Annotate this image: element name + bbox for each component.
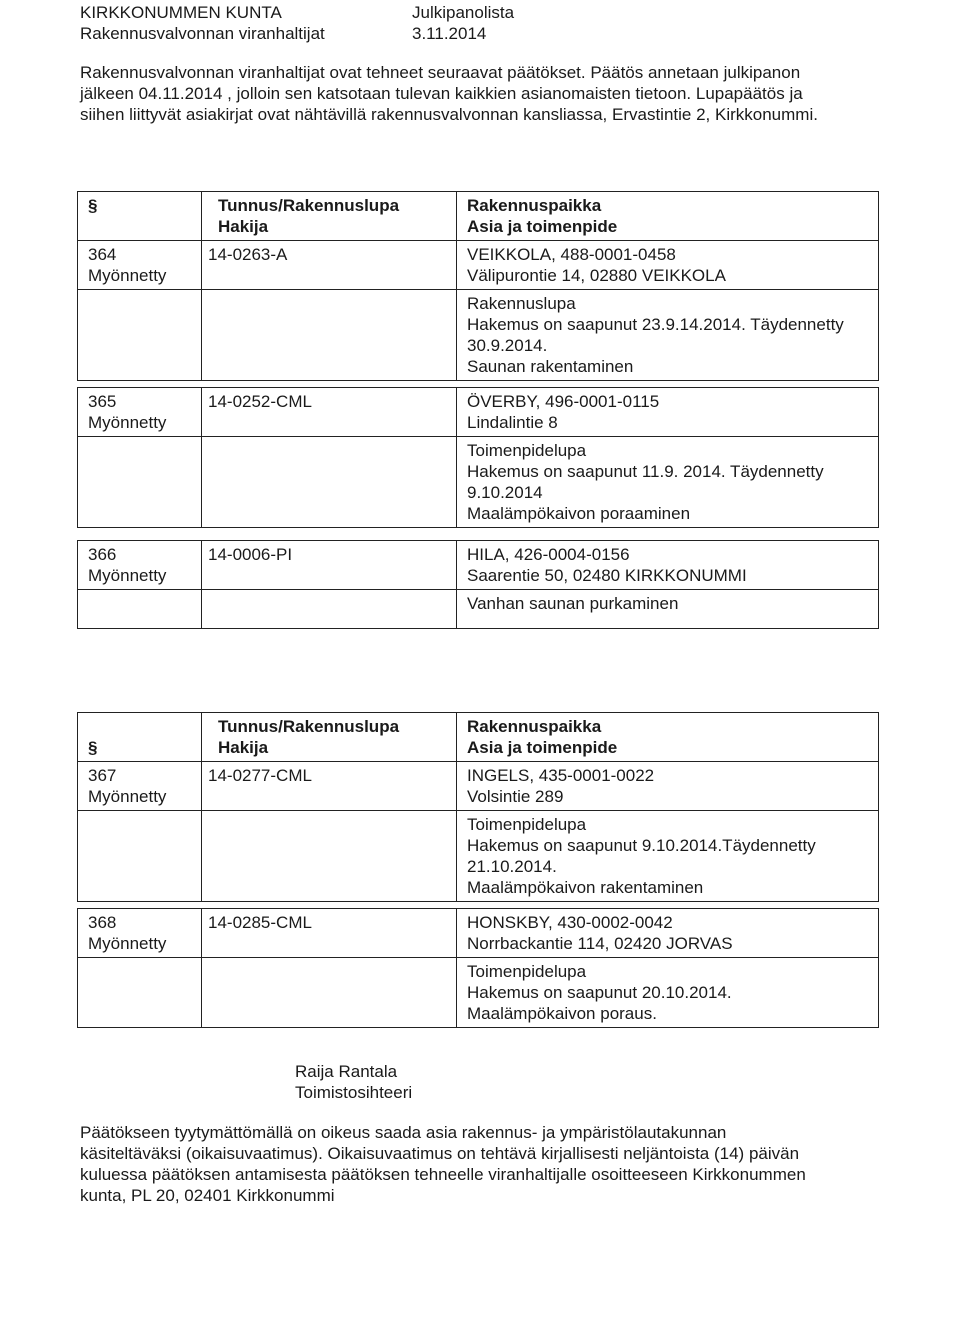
table-header-row <box>78 192 878 240</box>
intro-paragraph <box>80 62 880 125</box>
permit-id: 14-0285-CML <box>208 913 312 932</box>
site-address: Välipurontie 14, 02880 VEIKKOLA <box>467 266 726 285</box>
decision-table-367 <box>77 712 879 902</box>
decision-detail: Toimenpidelupa <box>467 441 587 460</box>
intro-line: siihen liittyvät asiakirjat ovat nähtävillä rakennusvalvonnan kansliassa, Ervastintie 2, Kirkkonummi. <box>80 105 818 124</box>
site-address: Saarentie 50, 02480 KIRKKONUMMI <box>467 566 747 585</box>
signature-name: Raija Rantala <box>295 1062 398 1081</box>
decision-table-364 <box>77 191 879 381</box>
decision-status: Myönnetty <box>88 566 167 585</box>
column-header-place: Rakennuspaikka <box>467 717 602 736</box>
building-site: INGELS, 435-0001-0022 <box>467 766 655 785</box>
appeal-line: kunta, PL 20, 02401 Kirkkonummi <box>80 1186 335 1205</box>
decision-detail: Hakemus on saapunut 20.10.2014. <box>467 983 732 1002</box>
appeal-line: Päätökseen tyytymättömällä on oikeus saada asia rakennus- ja ympäristölautakunnan <box>80 1123 727 1142</box>
decision-number: 367 <box>88 766 117 785</box>
site-address: Norrbackantie 114, 02420 JORVAS <box>467 934 733 953</box>
decision-detail: Rakennuslupa <box>467 294 576 313</box>
decision-number: 368 <box>88 913 117 932</box>
column-header-id: Tunnus/Rakennuslupa <box>218 196 400 215</box>
decision-number: 364 <box>88 245 117 264</box>
decision-detail: Hakemus on saapunut 11.9. 2014. Täydennetty <box>467 462 824 481</box>
column-header-id: Tunnus/Rakennuslupa <box>218 717 400 736</box>
permit-id: 14-0263-A <box>208 245 288 264</box>
appeal-line: käsiteltäväksi (oikaisuvaatimus). Oikaisuvaatimus on tehtävä kirjallisesti neljäntoista (14) päivän <box>80 1144 800 1163</box>
decision-detail: Vanhan saunan purkaminen <box>467 594 679 613</box>
decision-status: Myönnetty <box>88 266 167 285</box>
decision-status: Myönnetty <box>88 413 167 432</box>
decision-number: 365 <box>88 392 117 411</box>
decision-status: Myönnetty <box>88 934 167 953</box>
building-site: ÖVERBY, 496-0001-0115 <box>467 392 660 411</box>
decision-table-366 <box>77 540 879 629</box>
decision-table-368 <box>77 908 879 1028</box>
decision-detail: Hakemus on saapunut 9.10.2014.Täydennetty <box>467 836 816 855</box>
decision-detail: Saunan rakentaminen <box>467 357 634 376</box>
signature-title: Toimistosihteeri <box>295 1083 413 1102</box>
permit-id: 14-0277-CML <box>208 766 312 785</box>
decision-detail: Hakemus on saapunut 23.9.14.2014. Täydennetty <box>467 315 844 334</box>
table-row <box>78 909 878 957</box>
appeal-line: kuluessa päätöksen antamisesta päätöksen tehneelle viranhaltijalle osoitteeseen Kirkkonummen <box>80 1165 806 1184</box>
table-row <box>78 388 878 436</box>
appeal-paragraph <box>80 1122 880 1206</box>
column-header-applicant: Hakija <box>218 738 269 757</box>
decision-detail: Toimenpidelupa <box>467 815 587 834</box>
building-site: HILA, 426-0004-0156 <box>467 545 630 564</box>
table-row <box>78 810 878 901</box>
permit-id: 14-0252-CML <box>208 392 312 411</box>
header-doc-type: Julkipanolista <box>412 3 515 22</box>
column-header-applicant: Hakija <box>218 217 269 236</box>
decision-detail: Maalämpökaivon poraus. <box>467 1004 657 1023</box>
header-org: KIRKKONUMMEN KUNTA <box>80 3 282 22</box>
table-row <box>78 436 878 527</box>
decision-detail: Toimenpidelupa <box>467 962 587 981</box>
decision-table-365 <box>77 387 879 528</box>
column-header-action: Asia ja toimenpide <box>467 217 618 236</box>
decision-detail: Maalämpökaivon rakentaminen <box>467 878 704 897</box>
section-sign-header: § <box>88 196 98 215</box>
table-row <box>78 957 878 1027</box>
decision-status: Myönnetty <box>88 787 167 806</box>
table-row <box>78 761 878 810</box>
decision-detail: Maalämpökaivon poraaminen <box>467 504 691 523</box>
building-site: HONSKBY, 430-0002-0042 <box>467 913 673 932</box>
decision-detail: 9.10.2014 <box>467 483 543 502</box>
intro-line: Rakennusvalvonnan viranhaltijat ovat tehneet seuraavat päätökset. Päätös annetaan julkipanon <box>80 63 801 82</box>
table-row <box>78 541 878 589</box>
section-sign-header: § <box>88 738 98 757</box>
decision-detail: 21.10.2014. <box>467 857 557 876</box>
permit-id: 14-0006-PI <box>208 545 293 564</box>
table-row <box>78 589 878 628</box>
intro-line: jälkeen 04.11.2014 , jolloin sen katsotaan tulevan kaikkien asianomaisten tietoon. Lupapäätös ja <box>80 84 803 103</box>
site-address: Volsintie 289 <box>467 787 564 806</box>
decision-detail: 30.9.2014. <box>467 336 548 355</box>
column-header-action: Asia ja toimenpide <box>467 738 618 757</box>
site-address: Lindalintie 8 <box>467 413 558 432</box>
header-date: 3.11.2014 <box>412 24 487 43</box>
table-header-row <box>78 713 878 761</box>
decision-number: 366 <box>88 545 117 564</box>
header-dept: Rakennusvalvonnan viranhaltijat <box>80 24 325 43</box>
building-site: VEIKKOLA, 488-0001-0458 <box>467 245 676 264</box>
table-row <box>78 289 878 380</box>
column-header-place: Rakennuspaikka <box>467 196 602 215</box>
table-row <box>78 240 878 289</box>
